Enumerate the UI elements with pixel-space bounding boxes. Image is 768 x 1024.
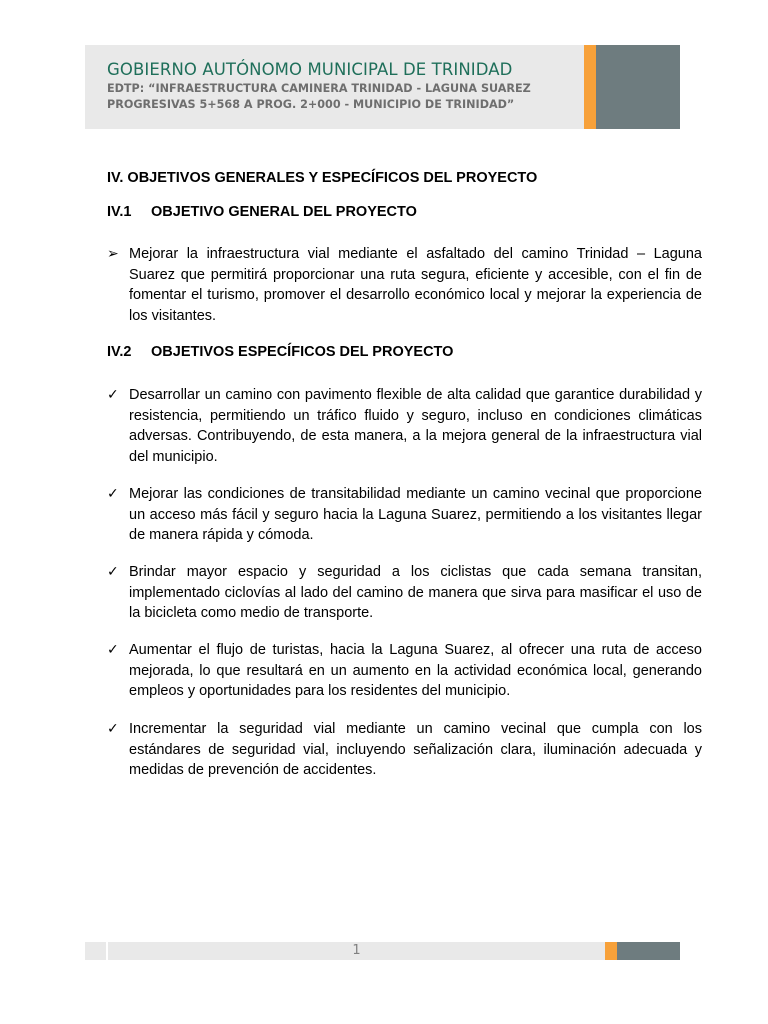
specific-objective-item bbox=[107, 385, 702, 467]
specific-objective-text: Aumentar el flujo de turistas, hacia la Laguna Suarez, al ofrecer una ruta de acceso mejorada, lo que resultará en un aumento en la actividad económica local, generando empleos y oportunidades para los residentes del municipio. bbox=[129, 642, 702, 699]
checkmark-bullet-icon: ✓ bbox=[107, 721, 119, 737]
header-accent-block bbox=[596, 45, 680, 129]
specific-objective-item bbox=[107, 640, 702, 702]
checkmark-bullet-icon: ✓ bbox=[107, 387, 119, 403]
footer-accent-block bbox=[617, 942, 680, 960]
general-objective-item bbox=[107, 244, 702, 326]
specific-objective-text: Mejorar las condiciones de transitabilidad mediante un camino vecinal que proporcione un acceso más fácil y seguro hacia la Laguna Suarez, permitiendo a los visitantes llegar de manera rápida y cómoda. bbox=[129, 486, 702, 543]
checkmark-bullet-icon: ✓ bbox=[107, 642, 119, 658]
specific-objective-text: Desarrollar un camino con pavimento flexible de alta calidad que garantice durabilidad y resistencia, permitiendo un tráfico fluido y seguro, incluso en condiciones climáticas adversas. Contribuyendo, de esta manera, a la mejora general de la infraestructura vial del municipio. bbox=[129, 387, 702, 465]
specific-objective-item bbox=[107, 719, 702, 781]
specific-objectives-title: OBJETIVOS ESPECÍFICOS DEL PROYECTO bbox=[151, 344, 454, 360]
checkmark-bullet-icon: ✓ bbox=[107, 486, 119, 502]
specific-objective-item bbox=[107, 484, 702, 546]
specific-objective-text: Incrementar la seguridad vial mediante un camino vecinal que cumpla con los estándares de seguridad vial, incluyendo señalización clara, iluminación adecuada y medidas de prevención de accidentes. bbox=[129, 721, 702, 778]
header-subtitle-line-2: PROGRESIVAS 5+568 A PROG. 2+000 - MUNICIPIO DE TRINIDAD” bbox=[107, 98, 515, 111]
page-number: 1 bbox=[352, 943, 361, 958]
specific-objectives-number: IV.2 bbox=[107, 344, 132, 360]
general-objective-number: IV.1 bbox=[107, 204, 132, 220]
specific-objectives-heading bbox=[107, 344, 453, 360]
general-objective-text: Mejorar la infraestructura vial mediante el asfaltado del camino Trinidad – Laguna Suarez que permitirá proporcionar una ruta segura, eficiente y accesible, con el fin de fomentar el turismo, promover el desarrollo económico local y mejorar la experiencia de los visitantes. bbox=[129, 246, 702, 324]
footer-accent-stripe bbox=[605, 942, 617, 960]
general-objective-heading bbox=[107, 204, 417, 220]
arrow-bullet-icon: ➢ bbox=[107, 246, 119, 262]
section-title: IV. OBJETIVOS GENERALES Y ESPECÍFICOS DEL PROYECTO bbox=[107, 170, 538, 186]
header-subtitle-line-1: EDTP: “INFRAESTRUCTURA CAMINERA TRINIDAD - LAGUNA SUAREZ bbox=[107, 82, 531, 95]
general-objective-title: OBJETIVO GENERAL DEL PROYECTO bbox=[151, 204, 417, 220]
header-subtitle bbox=[107, 81, 587, 113]
footer-left-band bbox=[85, 942, 106, 960]
header-title: GOBIERNO AUTÓNOMO MUNICIPAL DE TRINIDAD bbox=[107, 60, 513, 79]
specific-objective-text: Brindar mayor espacio y seguridad a los ciclistas que cada semana transitan, implementado ciclovías al lado del camino de manera que sirva para masificar el uso de la bicicleta como medio de transporte. bbox=[129, 564, 702, 621]
specific-objective-item bbox=[107, 562, 702, 624]
checkmark-bullet-icon: ✓ bbox=[107, 564, 119, 580]
